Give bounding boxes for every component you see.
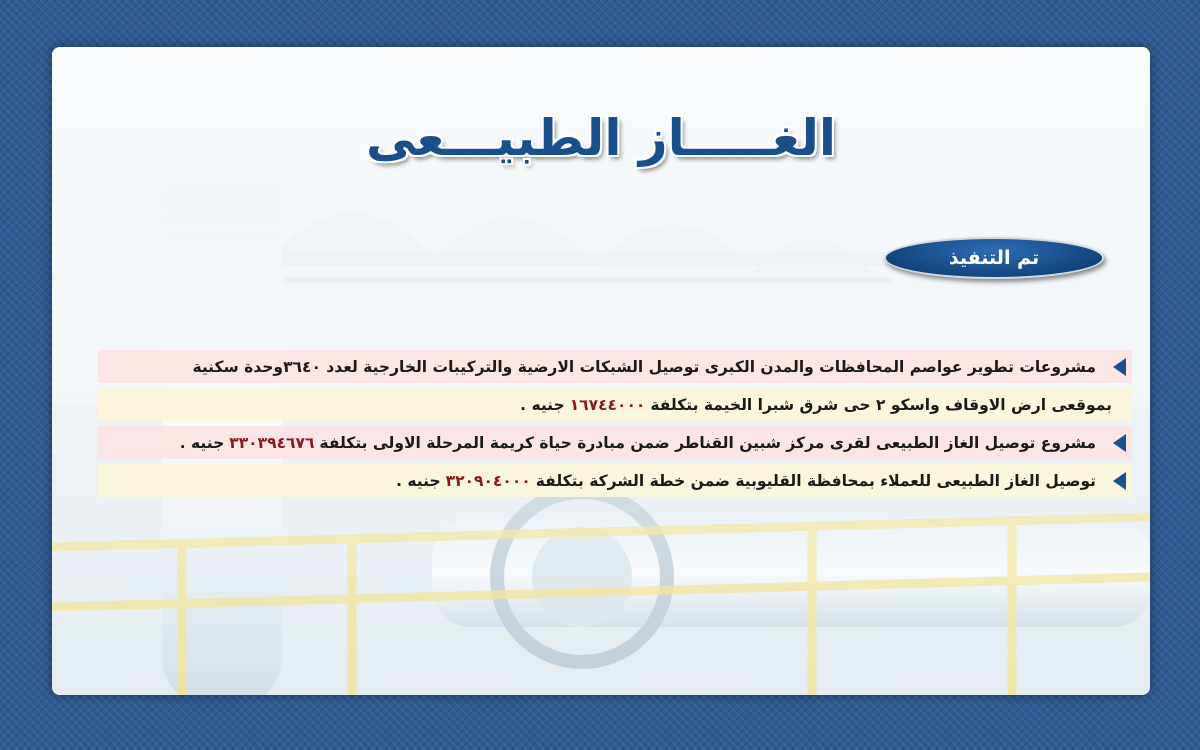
item-text: توصيل الغاز الطبيعى للعملاء بمحافظة القليوبية ضمن خطة الشركة بتكلفة bbox=[535, 471, 1096, 490]
item-text: مشروع توصيل الغاز الطبيعى لقرى مركز شبين القناطر ضمن مبادرة حياة كريمة المرحلة الاولى بتكلفة bbox=[319, 433, 1096, 452]
status-badge: تم التنفيذ bbox=[884, 237, 1104, 279]
project-list bbox=[98, 350, 1132, 502]
list-item bbox=[98, 426, 1132, 459]
list-item bbox=[98, 350, 1132, 383]
bullet-arrow-icon bbox=[1113, 472, 1126, 490]
cost-value: ٣٣٠٣٩٤٦٧٦ bbox=[229, 433, 315, 452]
content-card bbox=[52, 47, 1150, 695]
cost-value: ٣٢٠٩٠٤٠٠٠ bbox=[445, 471, 531, 490]
bullet-arrow-icon bbox=[1113, 434, 1126, 452]
page-title: الغـــــاز الطبيـــعى bbox=[365, 109, 837, 167]
item-text: مشروعات تطوير عواصم المحافظات والمدن الكبرى توصيل الشبكات الارضية والتركيبات الخارجية لعدد ٣٦٤٠وحدة سكنية bbox=[192, 357, 1096, 376]
item-suffix: جنيه . bbox=[520, 395, 565, 414]
list-item bbox=[98, 464, 1132, 497]
item-text: بموقعى ارض الاوقاف واسكو ٢ حى شرق شبرا الخيمة بتكلفة bbox=[650, 395, 1112, 414]
item-suffix: جنيه . bbox=[396, 471, 441, 490]
list-item bbox=[98, 388, 1132, 421]
bullet-arrow-icon bbox=[1113, 358, 1126, 376]
item-suffix: جنيه . bbox=[179, 433, 225, 452]
cost-value: ١٦٧٤٤٠٠٠ bbox=[569, 395, 646, 414]
